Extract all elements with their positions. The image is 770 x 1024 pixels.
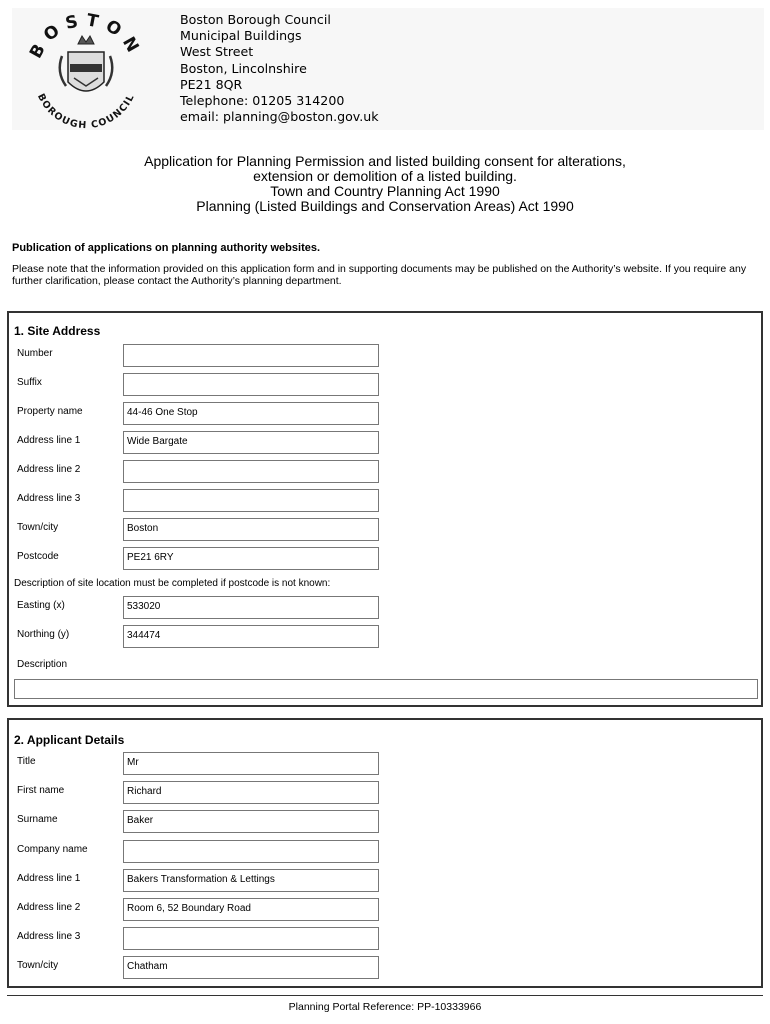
property-name-field[interactable]: 44-46 One Stop	[123, 402, 379, 425]
applicant-details-section	[7, 718, 763, 988]
council-telephone: Telephone: 01205 314200	[180, 93, 345, 109]
field-label: Description	[17, 659, 68, 670]
suffix-field[interactable]	[123, 373, 379, 396]
field-label: Address line 3	[17, 931, 81, 942]
town-city-field[interactable]: Boston	[123, 518, 379, 541]
field-label: Address line 3	[17, 493, 81, 504]
northing-field[interactable]: 344474	[123, 625, 379, 648]
svg-text:BOROUGH COUNCIL: BOROUGH COUNCIL	[35, 92, 137, 130]
council-postcode: PE21 8QR	[180, 76, 243, 92]
form-title-line: Application for Planning Permission and listed building consent for alterations,	[144, 153, 626, 169]
publication-heading: Publication of applications on planning authority websites.	[12, 242, 321, 254]
form-title-line: extension or demolition of a listed building.	[253, 168, 517, 184]
planning-portal-reference: Planning Portal Reference: PP-10333966	[288, 1001, 482, 1013]
field-label: Address line 2	[17, 464, 81, 475]
location-note: Description of site location must be completed if postcode is not known:	[14, 578, 331, 589]
field-label: Town/city	[17, 522, 59, 533]
field-label: Address line 2	[17, 902, 81, 913]
company-name-field[interactable]	[123, 840, 379, 863]
publication-text: Please note that the information provided on this application form and in supporting documents may be published on the Authority’s website. If you require any further clarification, please contact the Authority’s planning department.	[12, 263, 747, 287]
form-title	[0, 154, 770, 214]
council-address	[180, 12, 379, 125]
field-label: First name	[17, 785, 65, 796]
council-address-line: Boston, Lincolnshire	[180, 60, 307, 76]
applicant-address-line-1-field[interactable]: Bakers Transformation & Lettings	[123, 869, 379, 892]
address-line-1-field[interactable]: Wide Bargate	[123, 431, 379, 454]
council-name: Boston Borough Council	[180, 12, 331, 27]
applicant-town-city-field[interactable]: Chatham	[123, 956, 379, 979]
address-line-2-field[interactable]	[123, 460, 379, 483]
field-label: Surname	[17, 814, 58, 825]
applicant-address-line-2-field[interactable]: Room 6, 52 Boundary Road	[123, 898, 379, 921]
form-title-line: Planning (Listed Buildings and Conservation Areas) Act 1990	[196, 198, 574, 214]
form-title-line: Town and Country Planning Act 1990	[270, 183, 500, 199]
council-address-line: West Street	[180, 44, 254, 60]
surname-field[interactable]: Baker	[123, 810, 379, 833]
description-field[interactable]	[14, 679, 758, 699]
council-crest-logo	[26, 12, 146, 130]
field-label: Suffix	[17, 377, 42, 388]
field-label: Northing (y)	[17, 629, 70, 640]
field-label: Postcode	[17, 551, 59, 562]
council-email: email: planning@boston.gov.uk	[180, 109, 379, 125]
section-title: 2. Applicant Details	[14, 733, 125, 747]
field-label: Number	[17, 348, 53, 359]
footer-divider	[7, 995, 763, 996]
field-label: Property name	[17, 406, 83, 417]
field-label: Town/city	[17, 960, 59, 971]
council-address-line: Municipal Buildings	[180, 28, 302, 44]
field-label: Address line 1	[17, 435, 81, 446]
applicant-title-field[interactable]: Mr	[123, 752, 379, 775]
field-label: Company name	[17, 844, 88, 855]
address-line-3-field[interactable]	[123, 489, 379, 512]
field-label: Address line 1	[17, 873, 81, 884]
first-name-field[interactable]: Richard	[123, 781, 379, 804]
council-header	[12, 8, 764, 130]
section-title: 1. Site Address	[14, 324, 101, 338]
svg-text:BOSTON: BOSTON	[26, 12, 146, 62]
postcode-field[interactable]: PE21 6RY	[123, 547, 379, 570]
easting-field[interactable]: 533020	[123, 596, 379, 619]
field-label: Easting (x)	[17, 600, 65, 611]
site-address-section	[7, 311, 763, 707]
applicant-address-line-3-field[interactable]	[123, 927, 379, 950]
number-field[interactable]	[123, 344, 379, 367]
field-label: Title	[17, 756, 36, 767]
